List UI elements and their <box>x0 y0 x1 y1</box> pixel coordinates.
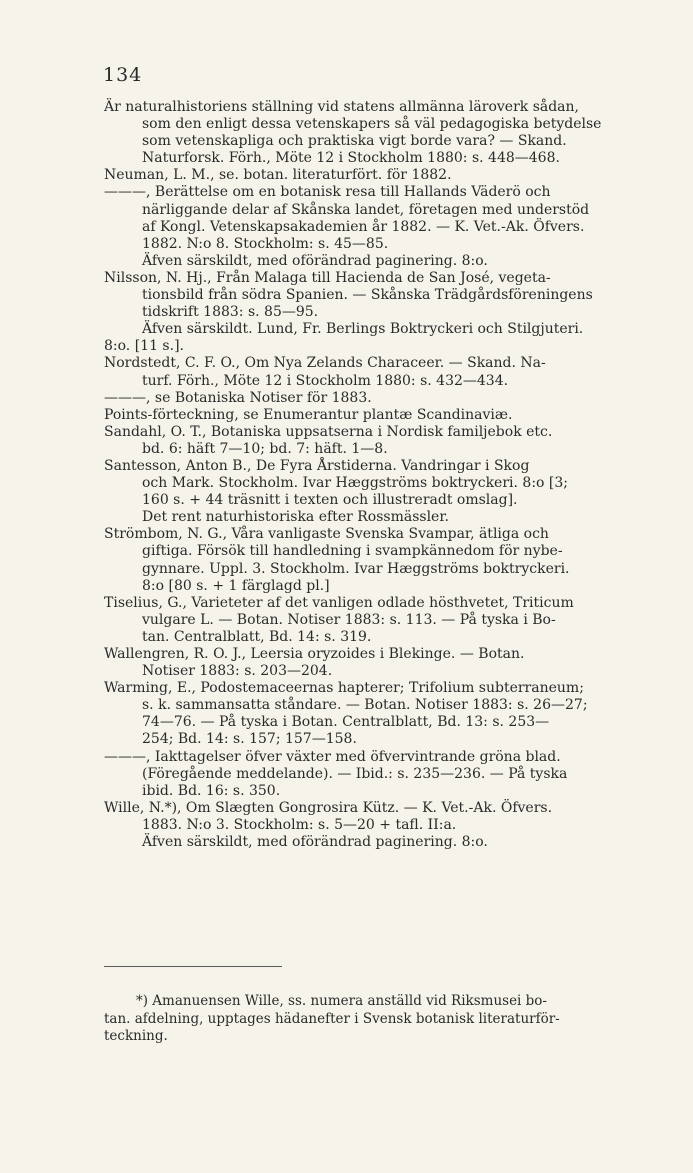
text-line: Warming, E., Podostemaceernas hapterer; Trifolium subterraneum; <box>104 680 584 697</box>
text-line: Tiselius, G., Varieteter af det vanligen odlade hösthvetet, Triticum <box>104 594 574 611</box>
text-line: tionsbild från södra Spanien. — Skånska Trädgårdsföreningens <box>142 287 593 304</box>
text-line: af Kongl. Vetenskapsakademien år 1882. — K. Vet.-Ak. Öfvers. <box>142 218 585 235</box>
text-line: ———, Iakttagelser öfver växter med öfvervintrande gröna blad. <box>104 748 561 765</box>
text-line: och Mark. Stockholm. Ivar Hæggströms boktryckeri. 8:o [3; <box>142 475 568 492</box>
page-number: 134 <box>103 64 143 86</box>
bibliography-entry <box>104 595 674 646</box>
text-line: Är naturalhistoriens ställning vid statens allmänna läroverk sådan, <box>104 99 579 115</box>
text-line: Notiser 1883: s. 203—204. <box>142 663 333 680</box>
text-line: s. k. sammansatta ståndare. — Botan. Notiser 1883: s. 26—27; <box>142 697 588 714</box>
text-line: närliggande delar af Skånska landet, företagen med understöd <box>142 201 590 218</box>
bibliography-entry <box>104 458 674 526</box>
bibliography-entry <box>104 800 674 851</box>
bibliography-entry <box>104 184 674 269</box>
bibliography-entry <box>104 680 674 748</box>
bibliography-entry <box>104 167 674 184</box>
text-line: Sandahl, O. T., Botaniska uppsatserna i Nordisk familjebok etc. <box>104 423 553 440</box>
footnote-line: teckning. <box>104 1028 168 1044</box>
footnote-line: tan. afdelning, upptages hädanefter i Svensk botanisk literaturför- <box>104 1010 560 1027</box>
text-line: Neuman, L. M., se. botan. literaturfört. för 1882. <box>104 167 452 184</box>
text-line: gynnare. Uppl. 3. Stockholm. Ivar Hæggströms boktryckeri. <box>142 560 570 577</box>
text-line: 1883. N:o 3. Stockholm: s. 5—20 + tafl. II:a. <box>142 816 457 833</box>
bibliography-list <box>104 99 674 851</box>
text-line: Äfven särskildt, med oförändrad paginering. 8:o. <box>142 834 488 851</box>
text-line: Points-förteckning, se Enumerantur plantæ Scandinaviæ. <box>104 406 513 423</box>
text-line: 74—76. — På tyska i Botan. Centralblatt, Bd. 13: s. 253— <box>142 714 550 731</box>
footnote <box>104 993 674 1046</box>
text-line: Äfven särskildt. Lund, Fr. Berlings Boktryckeri och Stilgjuteri. <box>142 321 584 338</box>
bibliography-entry <box>104 270 674 338</box>
bibliography-entry <box>104 424 674 458</box>
text-line: vulgare L. — Botan. Notiser 1883: s. 113. — På tyska i Bo- <box>142 611 556 628</box>
bibliography-entry <box>104 390 674 407</box>
footnote-divider <box>104 966 282 967</box>
bibliography-entry <box>104 407 674 424</box>
bibliography-entry <box>104 338 674 355</box>
text-line: 254; Bd. 14: s. 157; 157—158. <box>142 731 357 748</box>
text-line: 8:o. [11 s.]. <box>104 338 184 355</box>
text-line: bd. 6: häft 7—10; bd. 7: häft. 1—8. <box>142 440 388 457</box>
text-line: tan. Centralblatt, Bd. 14: s. 319. <box>142 628 372 645</box>
text-line: Äfven särskildt, med oförändrad paginering. 8:o. <box>142 252 488 269</box>
text-line: (Föregående meddelande). — Ibid.: s. 235—236. — På tyska <box>142 765 568 782</box>
text-line: Nordstedt, C. F. O., Om Nya Zelands Characeer. — Skand. Na- <box>104 355 546 372</box>
bibliography-entry <box>104 749 674 800</box>
text-line: som den enligt dessa vetenskapers så väl pedagogiska betydelse <box>142 116 602 133</box>
bibliography-entry <box>104 646 674 680</box>
text-line: Wille, N.*), Om Slægten Gongrosira Kütz. — K. Vet.-Ak. Öfvers. <box>104 799 553 816</box>
text-line: som vetenskapliga och praktiska vigt borde vara? — Skand. <box>142 133 567 150</box>
text-line: Naturforsk. Förh., Möte 12 i Stockholm 1880: s. 448—468. <box>142 150 560 167</box>
text-line: tidskrift 1883: s. 85—95. <box>142 304 319 321</box>
text-line: 160 s. + 44 träsnitt i texten och illustreradt omslag]. <box>142 492 518 509</box>
text-line: Santesson, Anton B., De Fyra Årstiderna. Vandringar i Skog <box>104 457 530 474</box>
text-line: 1882. N:o 8. Stockholm: s. 45—85. <box>142 235 389 252</box>
text-line: turf. Förh., Möte 12 i Stockholm 1880: s. 432—434. <box>142 372 509 389</box>
text-line: ———, se Botaniska Notiser för 1883. <box>104 389 372 406</box>
text-line: 8:o [80 s. + 1 färglagd pl.] <box>142 577 330 594</box>
bibliography-entry <box>104 99 674 167</box>
text-line: giftiga. Försök till handledning i svampkännedom för nybe- <box>142 543 563 560</box>
text-line: Strömbom, N. G., Våra vanligaste Svenska Svampar, ätliga och <box>104 526 549 543</box>
text-line: ———, Berättelse om en botanisk resa till Hallands Väderö och <box>104 184 551 201</box>
bibliography-entry <box>104 355 674 389</box>
text-line: Det rent naturhistoriska efter Rossmässler. <box>142 509 449 526</box>
footnote-line: *) Amanuensen Wille, ss. numera anställd vid Riksmusei bo- <box>136 993 547 1009</box>
text-line: ibid. Bd. 16: s. 350. <box>142 782 281 799</box>
text-line: Nilsson, N. Hj., Från Malaga till Hacienda de San José, vegeta- <box>104 269 551 286</box>
bibliography-entry <box>104 526 674 594</box>
text-line: Wallengren, R. O. J., Leersia oryzoides i Blekinge. — Botan. <box>104 646 525 662</box>
